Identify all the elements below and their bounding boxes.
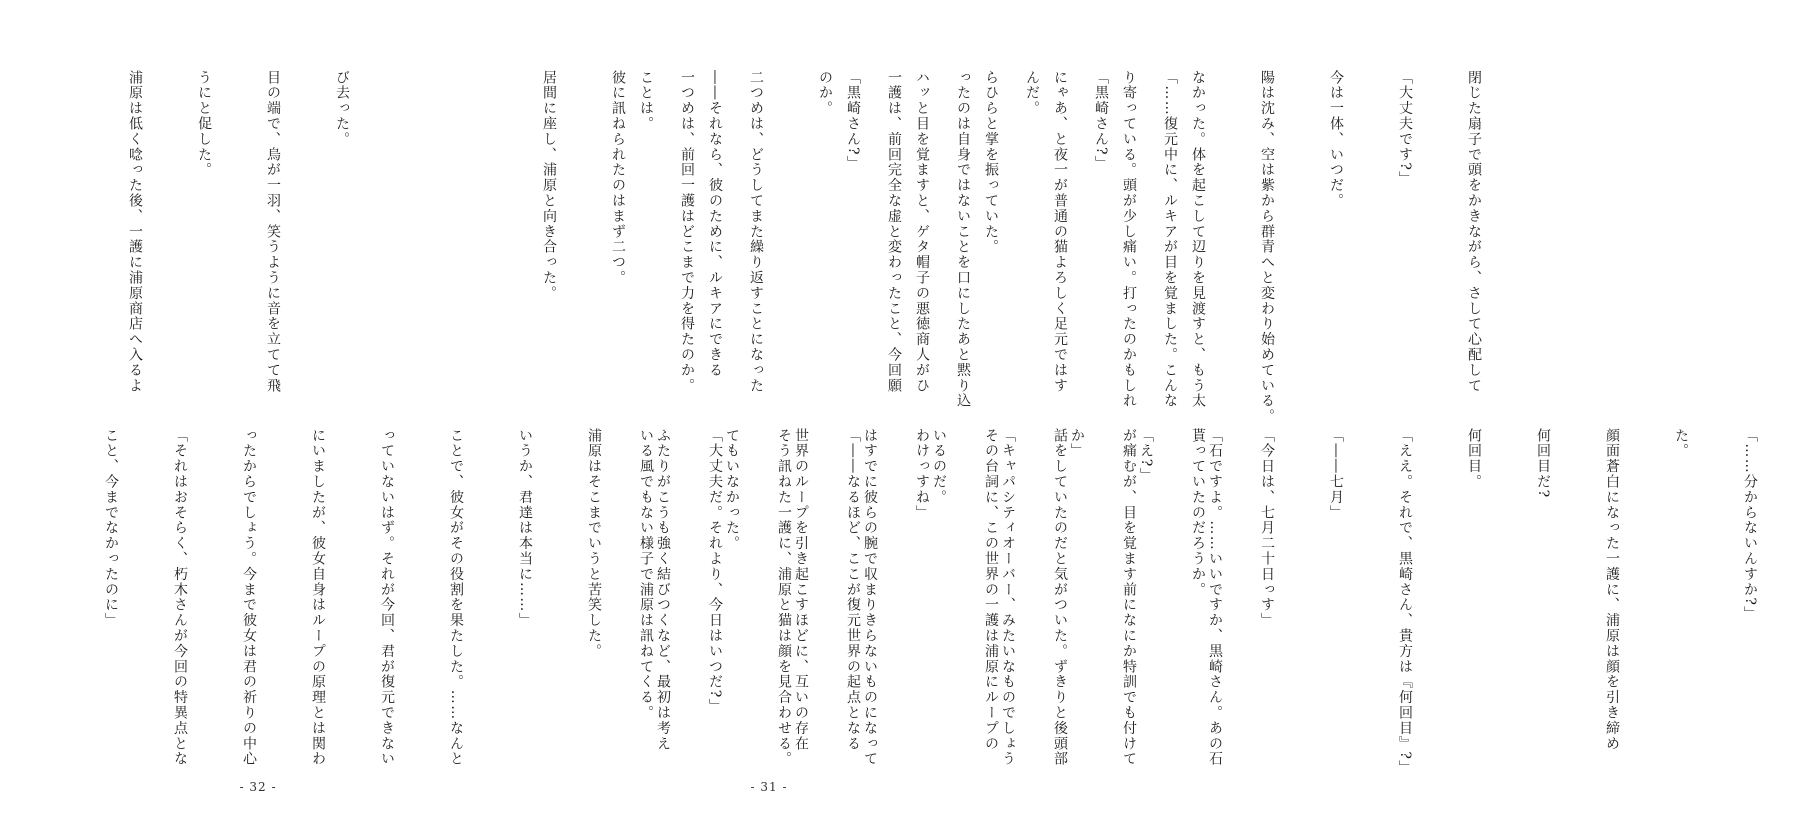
text-line: にゃあ、と夜一が普通の猫よろしく足元ではす — [1052, 70, 1068, 394]
page-number: - 32 - — [239, 780, 277, 794]
text-line: た。 — [1673, 428, 1689, 459]
text-line: にいましたが、彼女自身はループの原理とは関わ — [310, 428, 326, 767]
text-line: 目の端で、烏が一羽、笑うように音を立てて飛 — [265, 70, 281, 394]
text-line: 「それはおそらく、朽木さんが今回の特異点とな — [172, 428, 188, 767]
text-line: そう訊ねた一護に、浦原と猫は顔を見合わせる。 — [776, 428, 792, 767]
text-line: り寄っている。頭が少し痛い。打ったのかもしれ — [1121, 70, 1137, 409]
text-line: んだ。 — [1024, 70, 1040, 117]
text-line: 二つめは、どうしてまた繰り返すことになった — [748, 70, 764, 394]
text-line: らひらと掌を振っていた。 — [983, 70, 999, 255]
text-line: 「……分からないんすか?」 — [1742, 428, 1758, 622]
text-line: 今は一体、いつだ。 — [1328, 70, 1344, 209]
text-line: 「黒崎さん?」 — [1093, 70, 1109, 172]
text-line: うにと促した。 — [196, 70, 212, 178]
text-line: か」 — [1069, 428, 1085, 459]
text-line: 「黒崎さん?」 — [845, 70, 861, 172]
text-line: いうか、君達は本当に……」 — [517, 428, 533, 629]
text-line: 「――七月」 — [1328, 428, 1344, 521]
text-line — [399, 70, 422, 400]
page-31-lower-text — [588, 428, 1807, 776]
text-line: ったからでしょう。今まで彼女は君の祈りの中心 — [241, 428, 257, 767]
text-line: 一護は、前回完全な虚と変わったこと、今回願 — [886, 70, 902, 394]
text-line: いるのだ。 — [931, 428, 947, 505]
text-line: 「……復元中に、ルキアが目を覚ました。こんな — [1162, 70, 1178, 409]
text-line: 「え?」 — [1138, 428, 1154, 484]
text-line: 浦原は低く唸った後、一護に浦原商店へ入るよ — [127, 70, 143, 394]
text-line: 「石ですよ。……いいですか、黒崎さん。あの石 — [1207, 428, 1223, 767]
text-line: ハッと目を覚ますと、ゲタ帽子の悪徳商人がひ — [914, 70, 930, 394]
text-line: その台詞に、この世界の一護は浦原にループの — [983, 428, 999, 752]
text-line: ――それなら、彼のために、ルキアにできる — [707, 70, 723, 378]
text-line: ふたりがこうも強く結びつくなど、最初は考え — [655, 428, 671, 752]
text-line: ことは。 — [638, 70, 654, 132]
text-line: てもいなかった。 — [724, 428, 740, 552]
page-number: - 31 - — [750, 780, 788, 794]
text-line: のか。 — [817, 70, 833, 117]
text-line: はすでに彼らの腕で収まりきらないものになって — [862, 428, 878, 767]
text-line: こと、今までなかったのに」 — [103, 428, 119, 629]
text-line: 閉じた扇子で頭をかきながら、さして心配して — [1466, 70, 1482, 394]
text-line: 居間に座し、浦原と向き合った。 — [541, 70, 557, 301]
text-line: 陽は沈み、空は紫から群青へと変わり始めている。 — [1259, 70, 1275, 425]
text-line: 彼に訊ねられたのはまず二つ。 — [610, 70, 626, 286]
text-line: ったのは自身ではないことを口にしたあと黙り込 — [955, 70, 971, 409]
text-line: 話をしていたのだと気がついた。ずきりと後頭部 — [1052, 428, 1068, 767]
text-line: び去った。 — [334, 70, 350, 147]
text-line — [772, 70, 795, 400]
text-line: っていないはず。それが今回、君が復元できない — [379, 428, 395, 767]
text-line: なかった。体を起こして辺りを見渡すと、もう太 — [1190, 70, 1206, 409]
text-line: 「大丈夫だ。それより、今日はいつだ?」 — [707, 428, 723, 715]
text-line: 何回目だ? — [1535, 428, 1551, 499]
text-line: 「今日は、七月二十日っす」 — [1259, 428, 1275, 629]
text-line: が痛むが、目を覚ます前になにか特訓でも付けて — [1121, 428, 1137, 767]
text-line: いる風でもない様子で浦原は訊ねてくる。 — [638, 428, 654, 721]
text-line: 「大丈夫です?」 — [1397, 70, 1413, 187]
text-line: 「ええ。それで、黒崎さん、貴方は『何回目』?」 — [1397, 428, 1413, 776]
text-line: 貰っていたのだろうか。 — [1190, 428, 1206, 598]
text-line: 浦原はそこまでいうと苦笑した。 — [586, 428, 602, 659]
text-line: ことで、彼女がその役割を果たした。……なんと — [448, 428, 464, 767]
text-line: 「キャパシティオーバー、みたいなものでしょう — [1000, 428, 1016, 767]
text-line: 一つめは、前回一護はどこまで力を得たのか。 — [679, 70, 695, 394]
text-line: 「――なるほど、ここが復元世界の起点となる — [845, 428, 861, 752]
text-line: 何回目。 — [1466, 428, 1482, 490]
text-line — [468, 70, 491, 400]
text-line: 世界のループを引き起こすほどに、互いの存在 — [793, 428, 809, 752]
text-line: 顔面蒼白になった一護に、浦原は顔を引き締め — [1604, 428, 1620, 752]
text-line: わけっすね」 — [914, 428, 930, 521]
page-31-upper-text — [588, 70, 1531, 425]
